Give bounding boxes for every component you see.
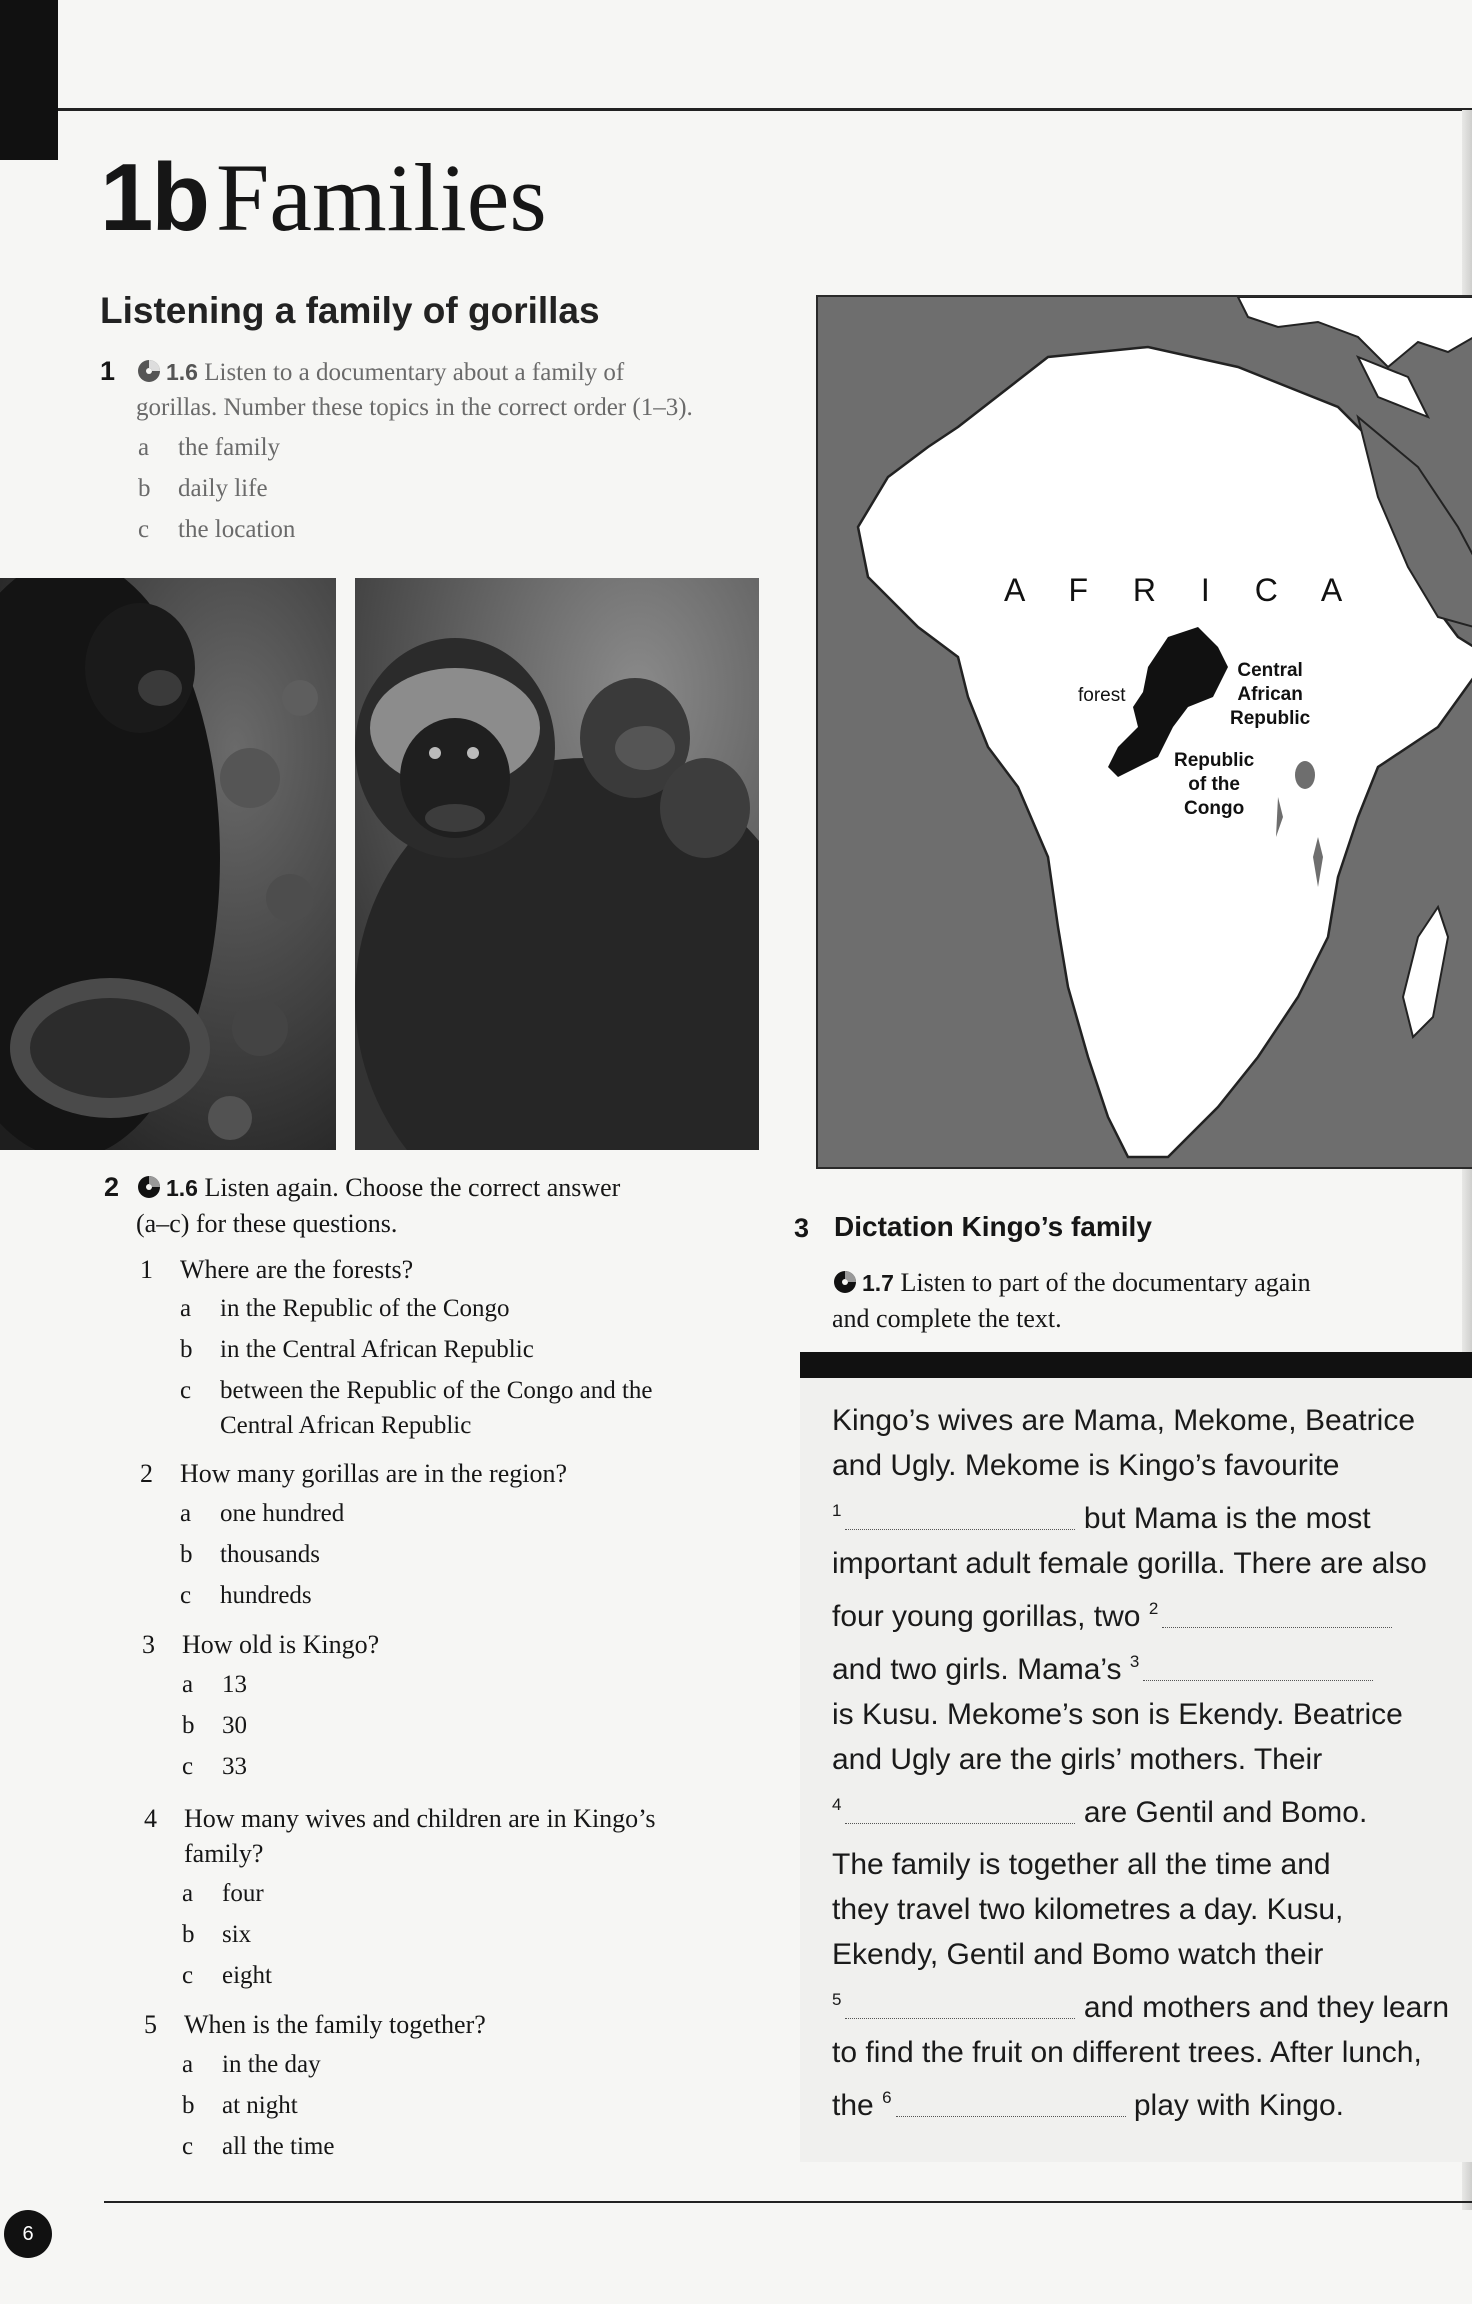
q1-option-a: a in the Republic of the Congo [180,1295,510,1322]
question-4-number: 4 [144,1804,157,1833]
blank-number-4: 4 [832,1795,842,1814]
blank-1[interactable] [845,1507,1075,1530]
question-4-text: How many wives and children are in Kingo’s [184,1804,656,1833]
audio-cd-icon [832,1269,858,1295]
q4-option-a: a four [182,1880,264,1907]
q4-option-c: c eight [182,1962,272,1989]
gorilla-photo-right [355,578,759,1150]
blank-4[interactable] [845,1801,1075,1824]
q3-option-c: c 33 [182,1753,247,1780]
track-number: 1.6 [166,1175,198,1201]
ex1-option-c: c the location [138,516,296,543]
ex1-option-a: a the family [138,434,281,461]
exercise-3-number: 3 [794,1213,810,1243]
blank-number-1: 1 [832,1501,842,1520]
q3-option-a: a 13 [182,1671,247,1698]
question-5-number: 5 [144,2010,157,2039]
track-number: 1.7 [862,1270,894,1296]
blank-number-3: 3 [1129,1652,1140,1671]
bottom-rule [104,2201,1472,2203]
unit-code: 1b [100,144,209,251]
question-2-text: How many gorillas are in the region? [180,1459,567,1488]
instruction-line-1: Listen again. Choose the correct answer [204,1173,621,1202]
blank-number-5: 5 [832,1990,842,2009]
q5-option-c: c all the time [182,2133,335,2160]
question-2-number: 2 [140,1459,153,1488]
continent-label: A F R I C A [1004,572,1361,608]
roc-label: Republic of the Congo [1174,750,1255,819]
blank-2[interactable] [1162,1605,1392,1628]
blank-number-6: 6 [882,2088,892,2107]
exercise-2-number: 2 [104,1172,120,1202]
page-title [100,144,547,251]
gorilla-photo-left [0,578,336,1150]
instruction-line-2: and complete the text. [832,1304,1062,1333]
forest-label: forest [1078,685,1126,706]
q2-option-a: a one hundred [180,1500,345,1527]
question-3-text: How old is Kingo? [182,1630,380,1659]
blank-3[interactable] [1143,1658,1373,1681]
africa-map [816,295,1472,1169]
instruction-line-2: (a–c) for these questions. [136,1209,398,1238]
edge-tab [0,0,58,160]
q4-option-b: b six [182,1921,252,1948]
instruction-line-2: gorillas. Number these topics in the correct order (1–3). [136,394,693,421]
exercise-3-heading: Dictation Kingo’s family [834,1211,1152,1242]
q1-option-c-continued: Central African Republic [220,1412,472,1439]
dictation-box-bar [800,1352,1472,1378]
exercise-2-instruction [136,1170,620,1241]
section-heading: Listening a family of gorillas [100,290,600,331]
q3-option-b: b 30 [182,1712,247,1739]
instruction-line-1: Listen to part of the documentary again [900,1268,1311,1297]
blank-number-2: 2 [1148,1599,1159,1618]
audio-cd-icon [136,358,162,384]
exercise-1-number: 1 [100,356,116,386]
unit-name: Families [216,144,547,251]
dictation-paragraph-2: The family is together all the time and they travel two kilometres a day. Kusu, Ekendy, Gentil and Bomo watch their $^5$ and mothers and they learn to find the fruit on different trees. After lunch, the $^6$ play with Kingo. [832,1848,1450,2122]
question-1-number: 1 [140,1255,153,1284]
blank-5[interactable] [845,1996,1075,2019]
q5-option-b: b at night [182,2092,298,2119]
instruction-line-1: Listen to a documentary about a family of [204,359,625,386]
exercise-1-instruction [136,355,796,425]
question-5-text: When is the family together? [184,2010,486,2039]
ex1-option-b: b daily life [138,475,268,502]
exercise-3-instruction [832,1265,1311,1336]
q1-option-c: c between the Republic of the Congo and the [180,1377,653,1404]
q2-option-b: b thousands [180,1541,320,1568]
track-number: 1.6 [166,359,198,385]
blank-6[interactable] [896,2094,1126,2117]
page-number: 6 [4,2210,52,2258]
q1-option-b: b in the Central African Republic [180,1336,534,1363]
audio-cd-icon [136,1174,162,1200]
q2-option-c: c hundreds [180,1582,312,1609]
dictation-paragraph-1: Kingo’s wives are Mama, Mekome, Beatrice and Ugly. Mekome is Kingo’s favourite $^1$ but Mama is the most important adult female gorilla. There are also four young gorillas, two $^2$ and two girls. Mama’s $^3$ is Kusu. Mekome’s son is Ekendy. Beatrice and Ugly are the girls’ mothers. Their $^4$ are Gentil and Bomo. [832,1404,1427,1829]
question-4-text-continued: family? [184,1839,264,1868]
q5-option-a: a in the day [182,2051,321,2078]
question-1-text: Where are the forests? [180,1255,414,1284]
question-3-number: 3 [142,1630,155,1659]
top-rule [58,108,1472,111]
car-label: Central African Republic [1230,660,1311,729]
